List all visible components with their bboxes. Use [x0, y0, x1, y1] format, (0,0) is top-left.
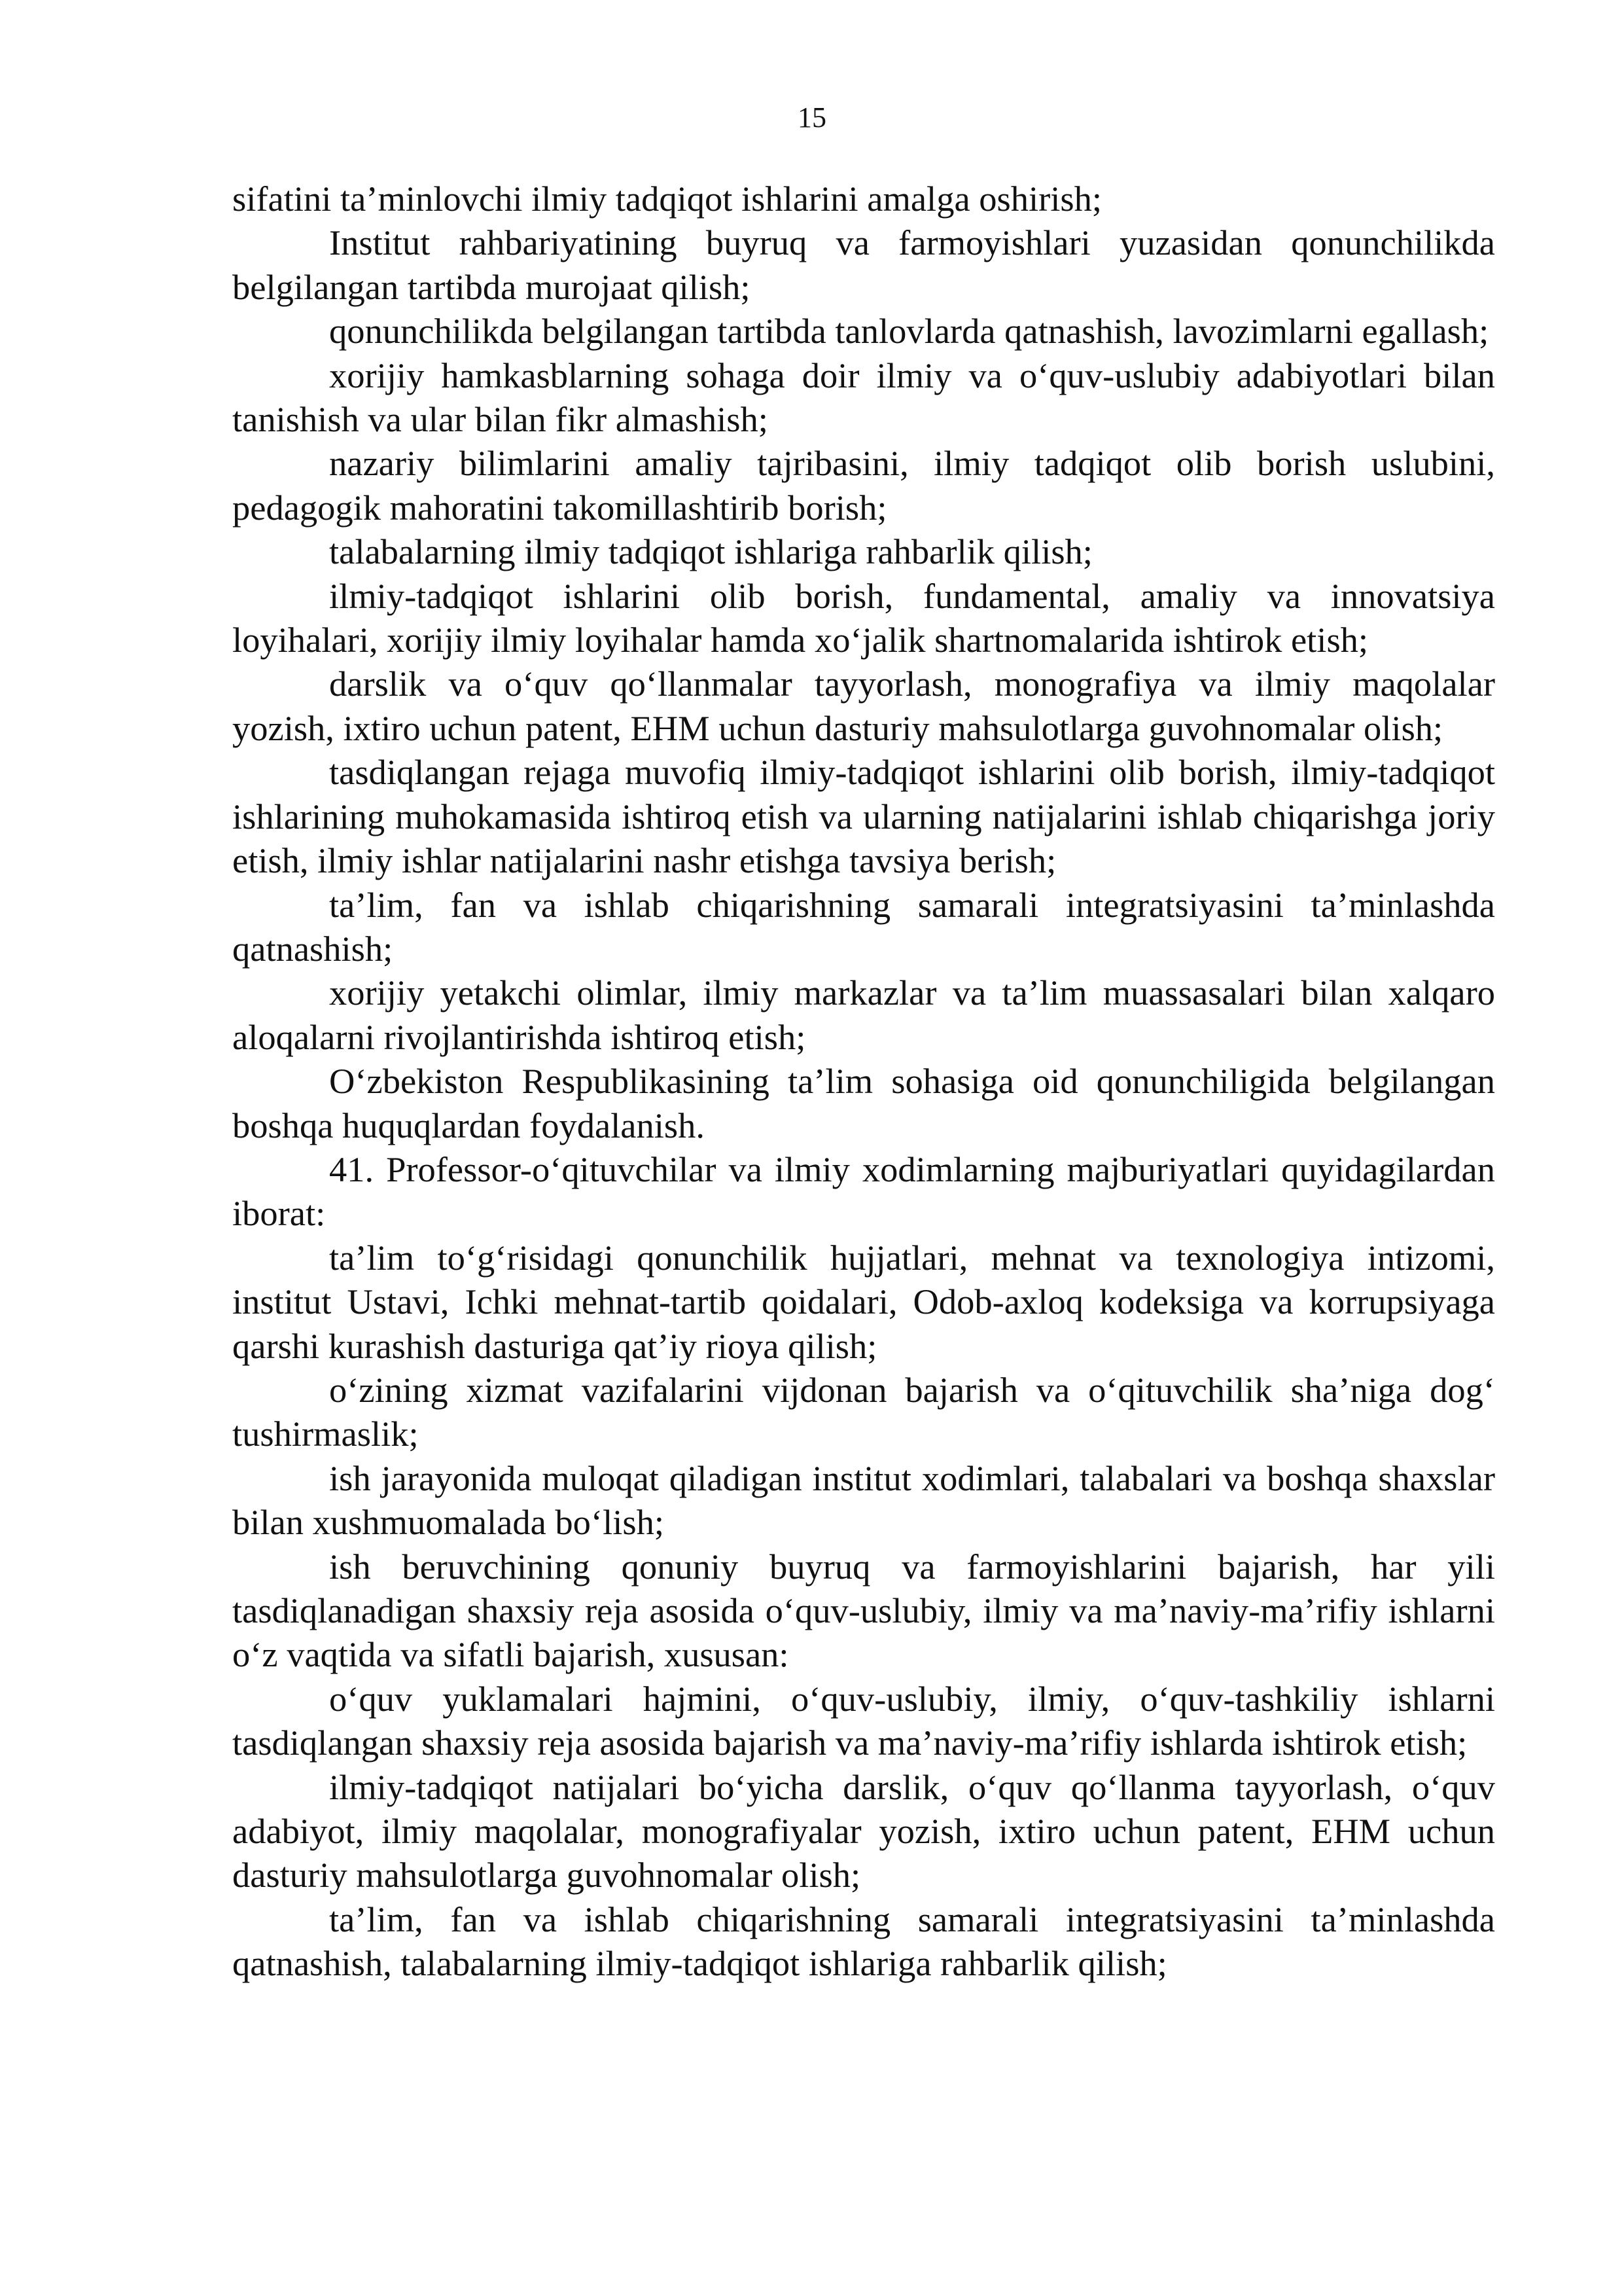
paragraph: talabalarning ilmiy tadqiqot ishlariga rahbarlik qilish; [329, 531, 1093, 572]
paragraph: ilmiy-tadqiqot ishlarini olib borish, fundamental, amaliy va innovatsiya loyihalari, xorijiy ilmiy loyihalar hamda xo‘jalik shartnomalarida ishtirok etish; [232, 575, 1495, 660]
paragraph: ta’lim, fan va ishlab chiqarishning samarali integratsiyasini ta’minlashda qatnashish, talabalarning ilmiy-tadqiqot ishlariga rahbarlik qilish; [232, 1899, 1495, 1984]
paragraph: o‘zining xizmat vazifalarini vijdonan bajarish va o‘qituvchilik sha’niga dog‘ tushirmaslik; [232, 1369, 1495, 1454]
paragraph: darslik va o‘quv qo‘llanmalar tayyorlash, monografiya va ilmiy maqolalar yozish, ixtiro uchun patent, EHM uchun dasturiy mahsulotlarga guvohnomalar olish; [232, 664, 1495, 748]
paragraph: o‘quv yuklamalari hajmini, o‘quv-uslubiy, ilmiy, o‘quv-tashkiliy ishlarni tasdiqlangan shaxsiy reja asosida bajarish va ma’naviy-ma’rifiy ishlarda ishtirok etish; [232, 1678, 1495, 1763]
numbered-paragraph [232, 1147, 1495, 1236]
paragraph: qonunchilikda belgilangan tartibda tanlovlarda qatnashish, lavozimlarni egallash; [329, 311, 1489, 351]
paragraph: O‘zbekiston Respublikasining ta’lim sohasiga oid qonunchiligida belgilangan boshqa huquqlardan foydalanish. [232, 1061, 1495, 1145]
paragraph: tasdiqlangan rejaga muvofiq ilmiy-tadqiqot ishlarini olib borish, ilmiy-tadqiqot ishlarining muhokamasida ishtiroq etish va ularning natijalarini ishlab chiqarishga joriy etish, ilmiy ishlar natijalarini nashr etishga tavsiya berish; [232, 752, 1495, 881]
paragraph-text: Professor-o‘qituvchilar va ilmiy xodimlarning majburiyatlari quyidagilardan iborat: [232, 1149, 1495, 1234]
body-text [232, 177, 1495, 1986]
paragraph: xorijiy hamkasblarning sohaga doir ilmiy va o‘quv-uslubiy adabiyotlari bilan tanishish va ular bilan fikr almashish; [232, 355, 1495, 440]
paragraph: Institut rahbariyatining buyruq va farmoyishlari yuzasidan qonunchilikda belgilangan tartibda murojaat qilish; [232, 223, 1495, 307]
paragraph: xorijiy yetakchi olimlar, ilmiy markazlar va ta’lim muassasalari bilan xalqaro aloqalarni rivojlantirishda ishtiroq etish; [232, 973, 1495, 1057]
paragraph: sifatini ta’minlovchi ilmiy tadqiqot ishlarini amalga oshirish; [232, 179, 1102, 219]
paragraph: nazariy bilimlarini amaliy tajribasini, ilmiy tadqiqot olib borish uslubini, pedagogik mahoratini takomillashtirib borish; [232, 443, 1495, 528]
paragraph: ta’lim, fan va ishlab chiqarishning samarali integratsiyasini ta’minlashda qatnashish; [232, 884, 1495, 969]
paragraph-number: 41. [329, 1149, 374, 1189]
paragraph: ilmiy-tadqiqot natijalari bo‘yicha darslik, o‘quv qo‘llanma tayyorlash, o‘quv adabiyot, ilmiy maqolalar, monografiyalar yozish, ixtiro uchun patent, EHM uchun dasturiy mahsulotlarga guvohnomalar olish; [232, 1767, 1495, 1895]
paragraph: ish beruvchining qonuniy buyruq va farmoyishlarini bajarish, har yili tasdiqlanadigan shaxsiy reja asosida o‘quv-uslubiy, ilmiy va ma’naviy-ma’rifiy ishlarni o‘z vaqtida va sifatli bajarish, xususan: [232, 1546, 1495, 1675]
paragraph: ta’lim to‘g‘risidagi qonunchilik hujjatlari, mehnat va texnologiya intizomi, institut Ustavi, Ichki mehnat-tartib qoidalari, Odob-axloq kodeksiga va korrupsiyaga qarshi kurashish dasturiga qat’iy rioya qilish; [232, 1237, 1495, 1366]
page-number: 15 [798, 101, 826, 134]
paragraph: ish jarayonida muloqat qiladigan institut xodimlari, talabalari va boshqa shaxslar bilan xushmuomalada bo‘lish; [232, 1458, 1495, 1543]
